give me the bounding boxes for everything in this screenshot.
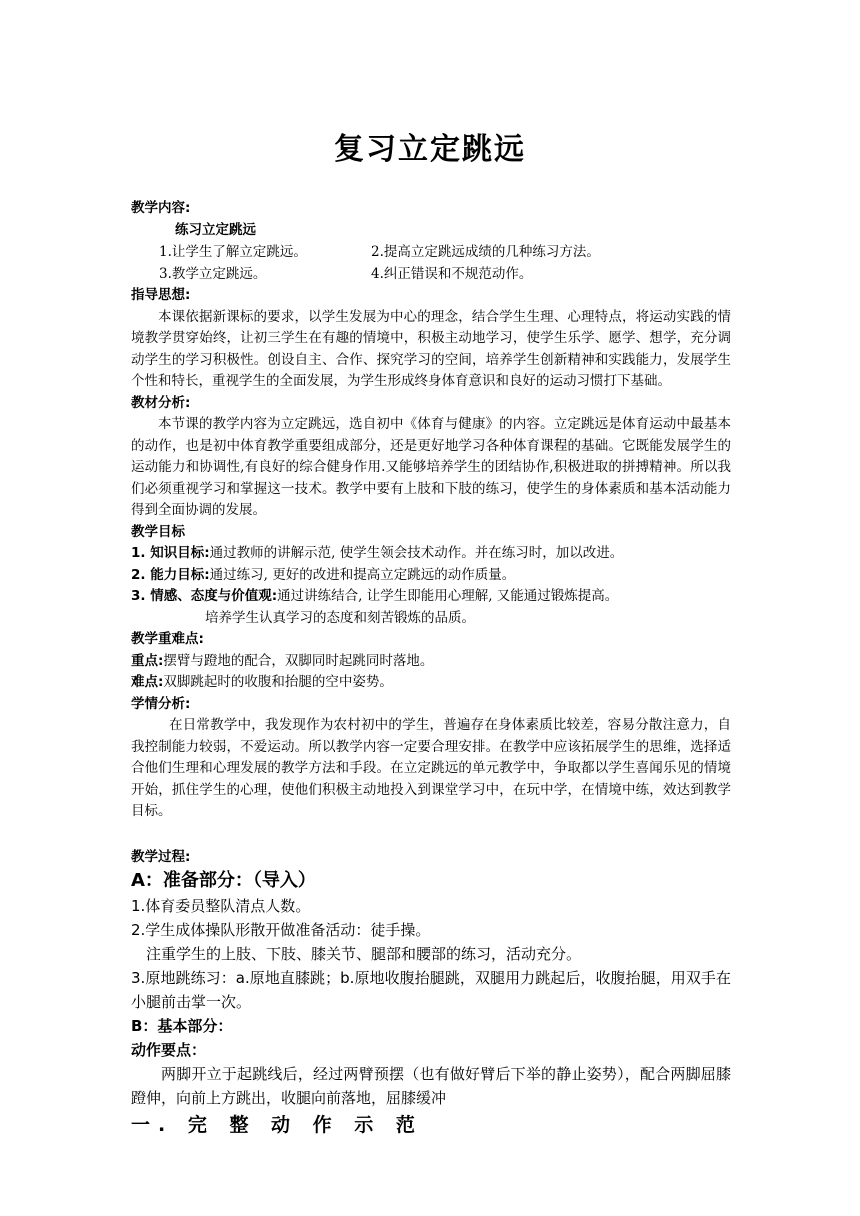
goal-text-3: 通过讲练结合, 让学生即能用心理解, 又能通过锻炼提高。 xyxy=(277,588,619,604)
teaching-content-row-1 xyxy=(131,241,731,263)
process-step-3: 3.原地跳练习：a.原地直膝跳；b.原地收腹抬腿跳，双腿用力跳起后，收腹抬腿，用双手在小腿前击掌一次。 xyxy=(131,969,731,1011)
difficult-point-label: 难点: xyxy=(131,674,164,690)
goals-heading: 教学目标 xyxy=(131,523,185,540)
goal-label-2: 2. 能力目标: xyxy=(131,566,210,583)
key-point-text: 摆臂与蹬地的配合，双脚同时起跳同时落地。 xyxy=(163,652,434,669)
goal-item-2 xyxy=(131,565,731,587)
goal-item-1 xyxy=(131,543,731,565)
process-heading: 教学过程: xyxy=(131,848,191,865)
goal-label-3: 3. 情感、态度与价值观: xyxy=(131,588,278,604)
goal-text-1: 通过教师的讲解示范, 使学生领会技术动作。并在练习时，加以改进。 xyxy=(209,545,624,561)
teaching-content-heading: 教学内容: xyxy=(131,200,191,216)
teaching-content-sub: 练习立定跳远 xyxy=(175,221,256,238)
goal-extra: 培养学生认真学习的态度和刻苦锻炼的品质。 xyxy=(205,609,475,626)
difficult-point xyxy=(131,672,731,694)
goal-item-3 xyxy=(131,586,731,608)
part-a-heading: A：准备部分：（导入） xyxy=(131,870,316,891)
process-step-2-note: 注重学生的上肢、下肢、膝关节、腿部和腰部的练习，活动充分。 xyxy=(146,945,582,963)
difficult-point-text: 双脚跳起时的收腹和抬腿的空中姿势。 xyxy=(163,674,393,690)
goal-text-2: 通过练习, 更好的改进和提高立定跳远的动作质量。 xyxy=(209,566,516,583)
document-body xyxy=(131,198,731,1140)
teaching-item-1: 1.让学生了解立定跳远。 xyxy=(159,244,307,260)
section-one-heading: 一. 完 整 动 作 示 范 xyxy=(131,1114,423,1136)
guiding-thought-heading: 指导思想: xyxy=(131,287,191,303)
process-step-2: 2.学生成体操队形散开做准备活动：徒手操。 xyxy=(131,921,431,939)
page-title: 复习立定跳远 xyxy=(334,132,526,167)
goal-label-1: 1. 知识目标: xyxy=(131,545,210,561)
teaching-item-3: 3.教学立定跳远。 xyxy=(159,266,267,282)
student-analysis-heading: 学情分析: xyxy=(131,695,191,712)
material-analysis-heading: 教材分析: xyxy=(131,394,191,411)
teaching-item-4: 4.纠正错误和不规范动作。 xyxy=(371,266,533,282)
essentials-text: 两脚开立于起跳线后，经过两臂预摆（也有做好臂后下举的静止姿势），配合两脚屈膝蹬伸，向前上方跳出，收腿向前落地，屈膝缓冲 xyxy=(131,1065,731,1107)
key-points-heading: 教学重难点: xyxy=(131,631,204,647)
key-point xyxy=(131,651,731,673)
part-b-heading: B：基本部分： xyxy=(131,1017,233,1035)
key-point-label: 重点: xyxy=(131,652,164,669)
essentials-heading: 动作要点： xyxy=(131,1041,207,1059)
material-analysis-text: 本节课的教学内容为立定跳远，选自初中《体育与健康》的内容。立定跳远是体育运动中最基本的动作，也是初中体育教学重要组成部分，还是更好地学习各种体育课程的基础。它既能发展学生的运动能力和协调性,有良好的综合健身作用.又能够培养学生的团结协作,积极进取的拼搏精神。所以我们必须重视学习和掌握这一技术。教学中要有上肢和下肢的练习，使学生的身体素质和基本活动能力得到全面协调的发展。 xyxy=(131,416,731,518)
process-step-1: 1.体育委员整队清点人数。 xyxy=(131,897,311,915)
teaching-item-2: 2.提高立定跳远成绩的几种练习方法。 xyxy=(371,244,600,260)
student-analysis-text: 在日常教学中，我发现作为农村初中的学生，普遍存在身体素质比较差，容易分散注意力，自我控制能力较弱，不爱运动。所以教学内容一定要合理安排。在教学中应该拓展学生的思维，选择适合他们生理和心理发展的教学方法和手段。在立定跳远的单元教学中，争取都以学生喜闻乐见的情境开始，抓住学生的心理，使他们积极主动地投入到课堂学习中，在玩中学，在情境中练，效达到教学目标。 xyxy=(131,717,731,819)
teaching-content-row-2 xyxy=(131,263,731,285)
guiding-thought-text: 本课依据新课标的要求，以学生发展为中心的理念，结合学生生理、心理特点，将运动实践的情境教学贯穿始终，让初三学生在有趣的情境中，积极主动地学习，使学生乐学、愿学、想学，充分调动学生的学习积极性。创设自主、合作、探究学习的空间，培养学生创新精神和实践能力，发展学生个性和特长，重视学生的全面发展，为学生形成终身体育意识和良好的运动习惯打下基础。 xyxy=(131,308,731,389)
